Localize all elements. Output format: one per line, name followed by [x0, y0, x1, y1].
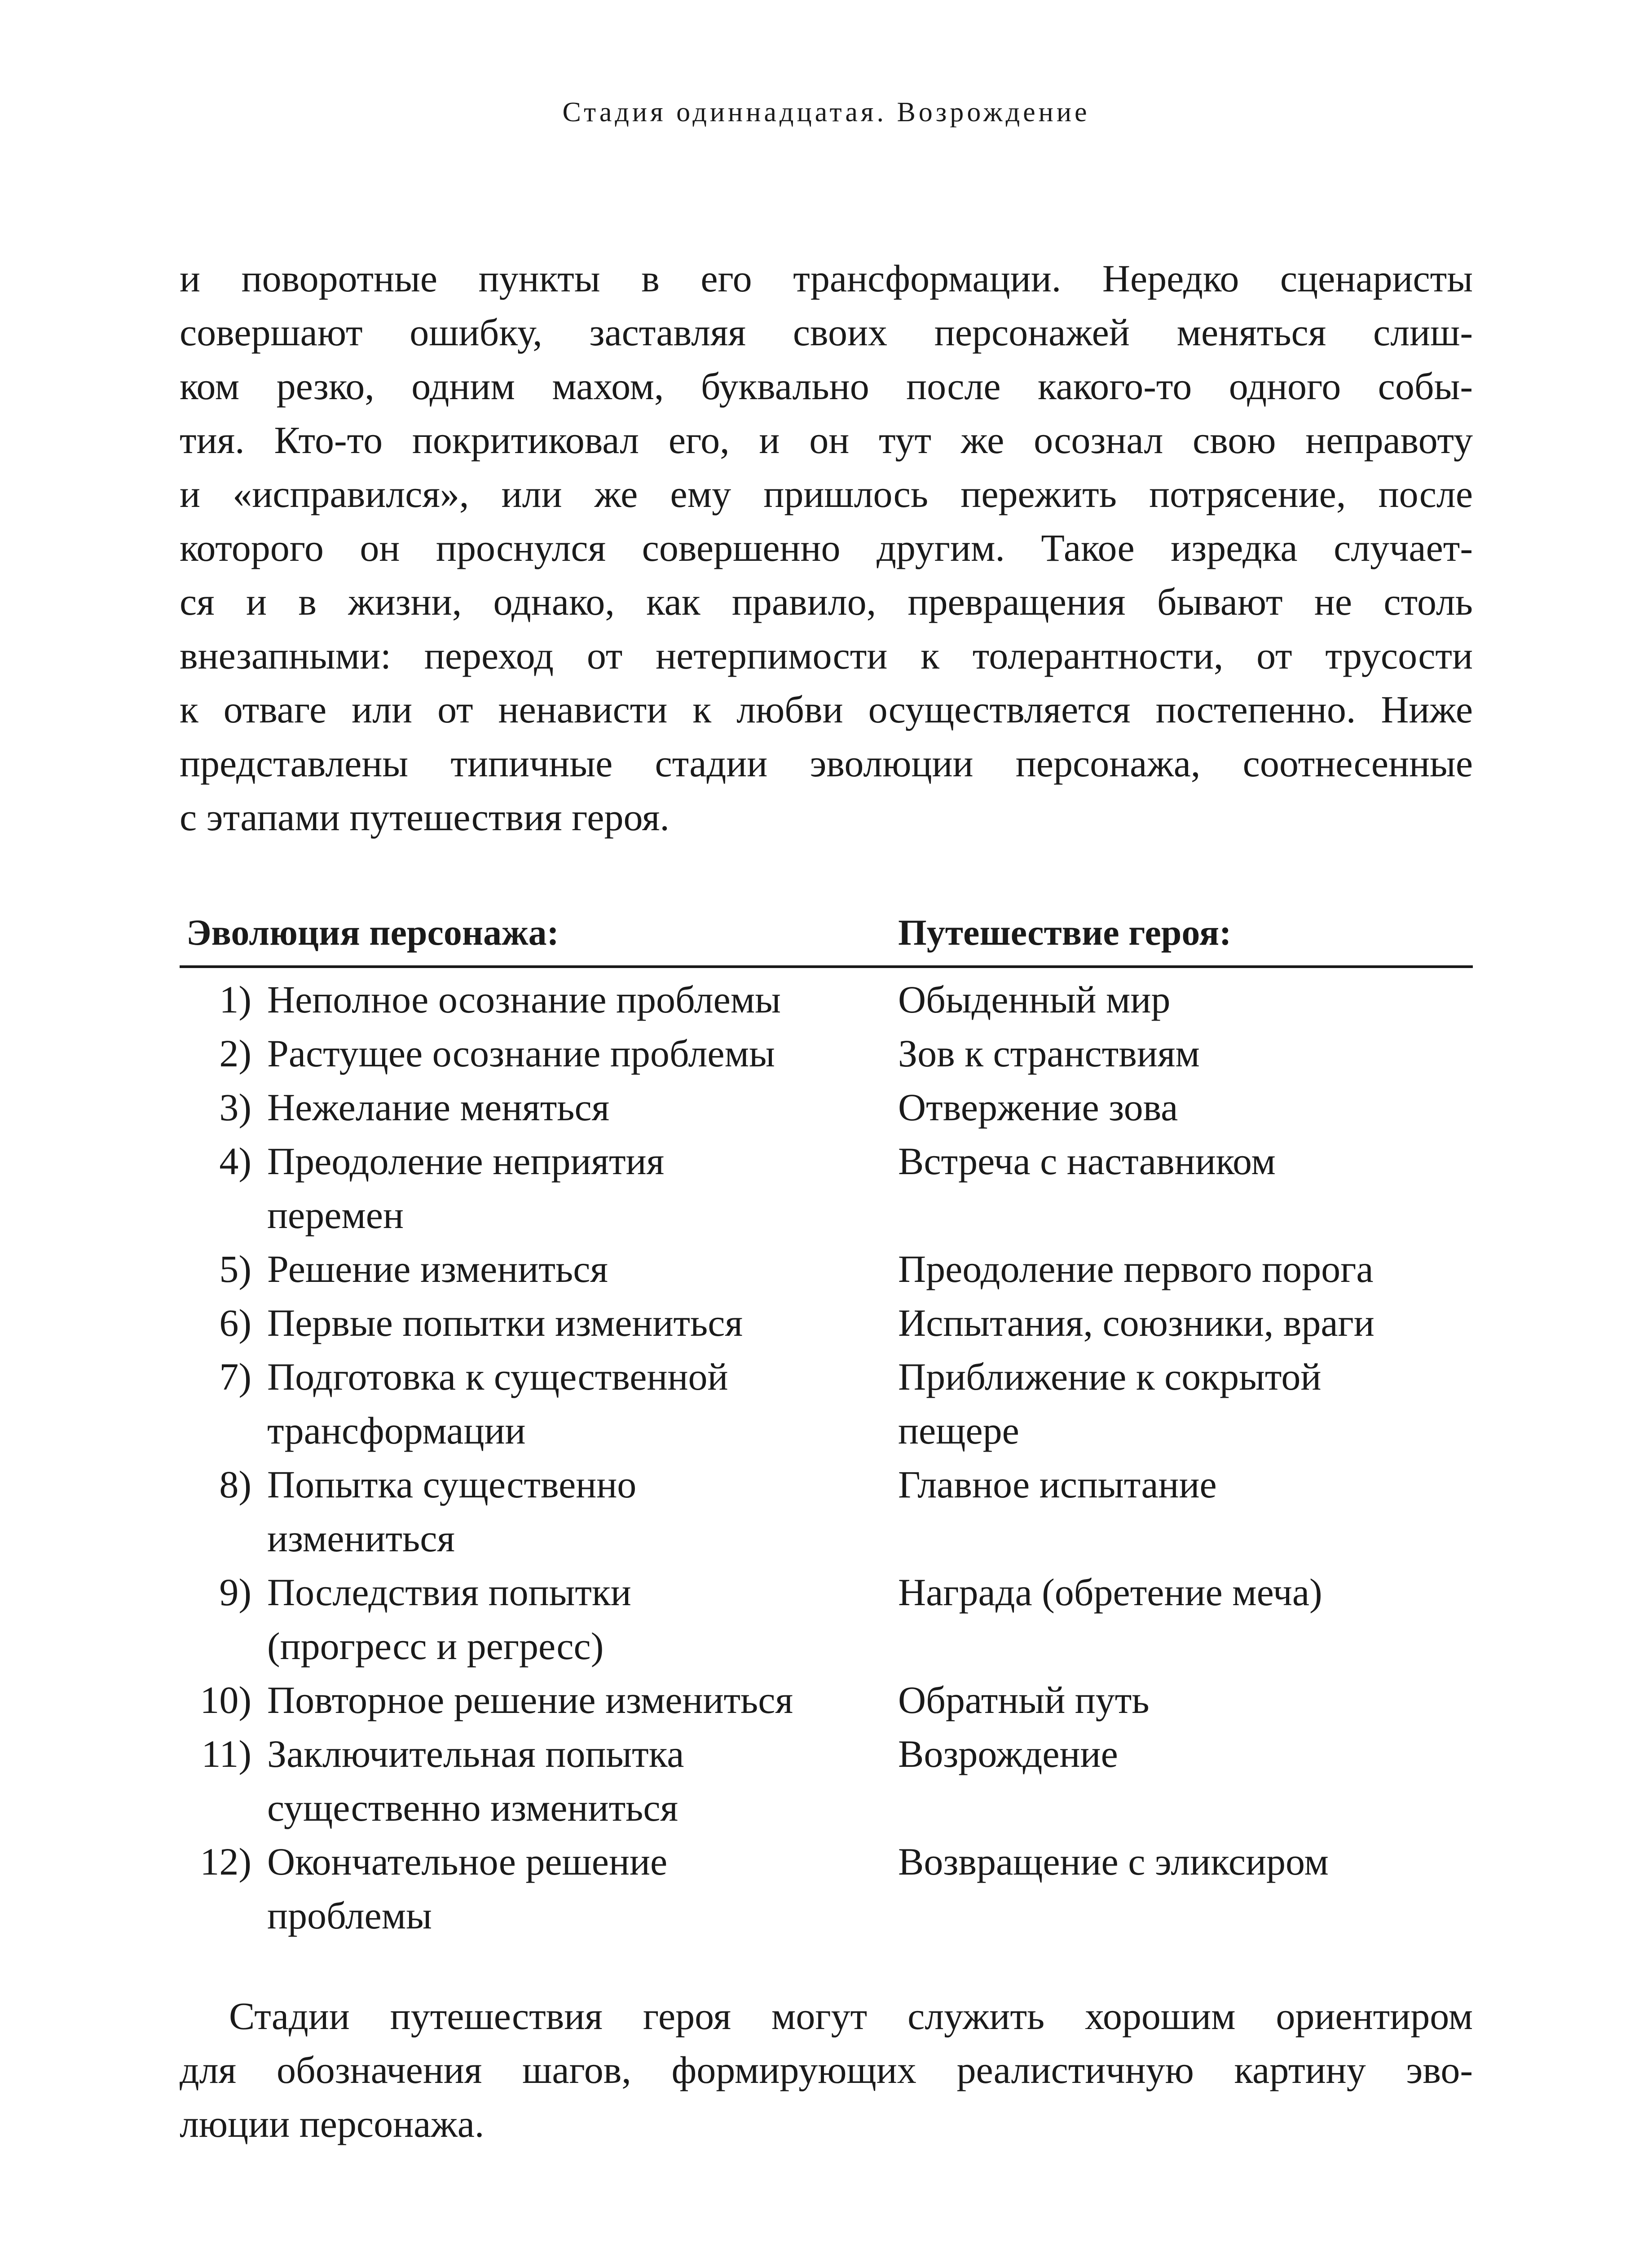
- table-body: [180, 973, 1473, 1942]
- character-stage: Окончательное решение проблемы: [267, 1840, 668, 1937]
- row-number: 9): [219, 1571, 251, 1614]
- character-stage: Нежелание меняться: [267, 1086, 610, 1129]
- intro-line: и «исправился», или же ему пришлось пережить потрясение, после: [180, 472, 1473, 515]
- row-number: 6): [219, 1301, 251, 1344]
- table-row: [180, 1565, 1473, 1673]
- journey-stage: Преодоление первого порога: [898, 1247, 1374, 1290]
- character-stage: Попытка существенно измениться: [267, 1463, 637, 1560]
- closing-paragraph: [180, 1989, 1473, 2151]
- closing-line: люции персонажа.: [180, 2102, 485, 2145]
- row-number: 2): [219, 1032, 251, 1075]
- row-number: 10): [200, 1678, 251, 1721]
- row-number: 11): [201, 1732, 251, 1775]
- row-number: 12): [200, 1840, 251, 1883]
- intro-paragraph: [180, 251, 1473, 844]
- table-row: [180, 1727, 1473, 1835]
- intro-line: представлены типичные стадии эволюции персонажа, соотнесенные: [180, 742, 1473, 785]
- header-character-evolution: Эволюция персонажа:: [186, 912, 559, 953]
- character-stage: Неполное осознание проблемы: [267, 978, 781, 1021]
- intro-line: совершают ошибку, заставляя своих персонажей меняться слиш-: [180, 311, 1473, 354]
- table-row: [180, 1242, 1473, 1296]
- intro-line: тия. Кто-то покритиковал его, и он тут же осознал свою неправоту: [180, 418, 1473, 462]
- row-number: 5): [219, 1247, 251, 1290]
- table-row: [180, 1457, 1473, 1565]
- table-row: [180, 1673, 1473, 1727]
- table-row: [180, 1835, 1473, 1942]
- journey-stage: Встреча с наставником: [898, 1140, 1276, 1183]
- character-stage: Преодоление неприятия перемен: [267, 1140, 665, 1237]
- running-head: Стадия одиннадцатая. Возрождение: [562, 97, 1090, 128]
- table-row: [180, 1134, 1473, 1242]
- journey-stage: Отвержение зова: [898, 1086, 1178, 1129]
- journey-stage: Награда (обретение меча): [898, 1571, 1322, 1614]
- character-stage: Растущее осознание проблемы: [267, 1032, 775, 1075]
- table-header: [180, 898, 1473, 968]
- journey-stage: Главное испытание: [898, 1463, 1217, 1506]
- character-stage: Подготовка к существенной трансформации: [267, 1355, 728, 1452]
- closing-line: Стадии путешествия героя могут служить хорошим ориентиром: [229, 1994, 1473, 2038]
- character-stage: Решение измениться: [267, 1247, 608, 1290]
- character-stage: Последствия попытки (прогресс и регресс): [267, 1571, 631, 1668]
- row-number: 7): [219, 1355, 251, 1398]
- intro-line: ком резко, одним махом, буквально после какого-то одного собы-: [180, 365, 1473, 408]
- header-heros-journey: Путешествие героя:: [898, 912, 1232, 953]
- journey-stage: Приближение к сокрытой пещере: [898, 1355, 1322, 1452]
- intro-line: с этапами путешествия героя.: [180, 796, 670, 839]
- journey-stage: Испытания, союзники, враги: [898, 1301, 1374, 1344]
- journey-stage: Обыденный мир: [898, 978, 1171, 1021]
- book-page: [180, 0, 1473, 2245]
- row-number: 4): [219, 1140, 251, 1183]
- table-row: [180, 1026, 1473, 1080]
- table-row: [180, 1296, 1473, 1350]
- table-row: [180, 973, 1473, 1026]
- journey-stage: Возвращение с эликсиром: [898, 1840, 1329, 1883]
- table-row: [180, 1080, 1473, 1134]
- journey-stage: Зов к странствиям: [898, 1032, 1200, 1075]
- table-row: [180, 1350, 1473, 1457]
- row-number: 8): [219, 1463, 251, 1506]
- row-number: 3): [219, 1086, 251, 1129]
- character-stage: Заключительная попытка существенно измениться: [267, 1732, 684, 1829]
- intro-line: внезапными: переход от нетерпимости к толерантности, от трусости: [180, 634, 1473, 677]
- closing-line: для обозначения шагов, формирующих реалистичную картину эво-: [180, 2048, 1473, 2091]
- journey-stage: Обратный путь: [898, 1678, 1150, 1721]
- character-stage: Повторное решение измениться: [267, 1678, 793, 1721]
- journey-stage: Возрождение: [898, 1732, 1118, 1775]
- row-number: 1): [219, 978, 251, 1021]
- intro-line: к отваге или от ненависти к любви осуществляется постепенно. Ниже: [180, 688, 1473, 731]
- intro-line: ся и в жизни, однако, как правило, превращения бывают не столь: [180, 580, 1473, 623]
- intro-line: которого он проснулся совершенно другим. Такое изредка случает-: [180, 526, 1473, 569]
- evolution-table: [180, 898, 1473, 1942]
- character-stage: Первые попытки измениться: [267, 1301, 743, 1344]
- intro-line: и поворотные пункты в его трансформации. Нередко сценаристы: [180, 257, 1473, 300]
